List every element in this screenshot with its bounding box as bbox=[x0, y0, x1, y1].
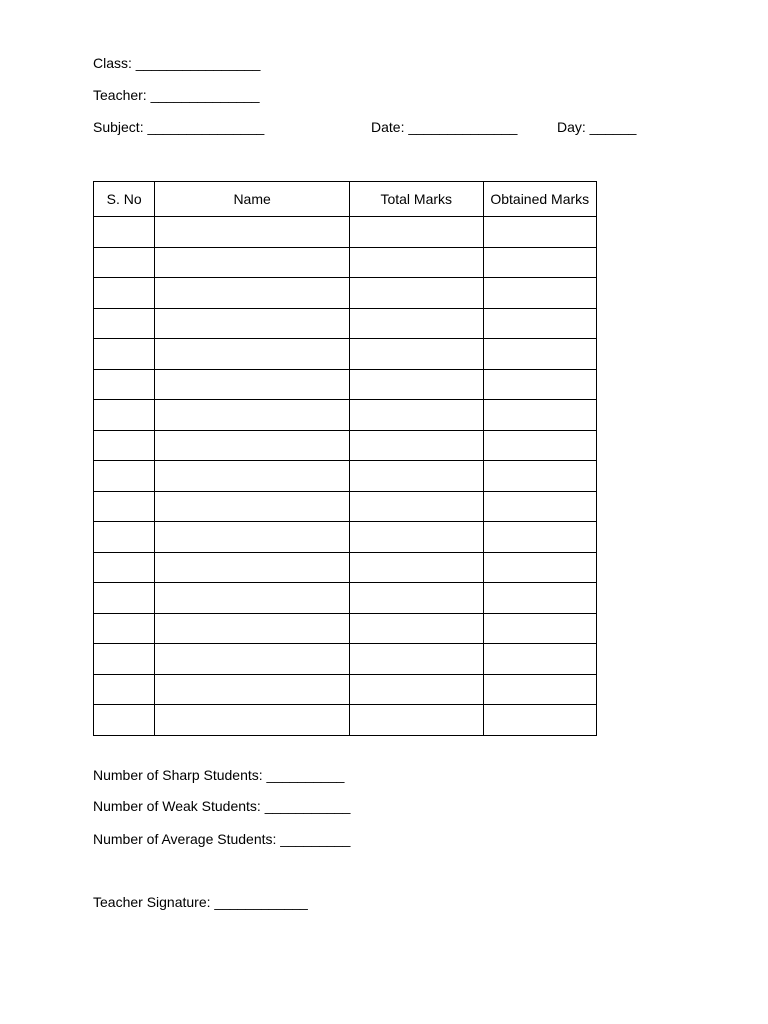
table-cell bbox=[350, 308, 484, 339]
table-cell bbox=[155, 461, 350, 492]
table-cell bbox=[483, 674, 596, 705]
teacher-signature-field: Teacher Signature: ____________ bbox=[93, 894, 308, 910]
table-cell bbox=[155, 308, 350, 339]
table-row bbox=[94, 552, 597, 583]
table-cell bbox=[350, 552, 484, 583]
teacher-field: Teacher: ______________ bbox=[93, 87, 260, 103]
table-cell bbox=[483, 491, 596, 522]
table-cell bbox=[483, 369, 596, 400]
table-cell bbox=[483, 430, 596, 461]
table-cell bbox=[94, 400, 155, 431]
table-cell bbox=[483, 583, 596, 614]
table-cell bbox=[483, 308, 596, 339]
table-cell bbox=[483, 400, 596, 431]
column-header-sno: S. No bbox=[94, 182, 155, 217]
table-cell bbox=[155, 339, 350, 370]
table-cell bbox=[350, 430, 484, 461]
table-cell bbox=[155, 400, 350, 431]
subject-field: Subject: _______________ bbox=[93, 119, 265, 135]
column-header-obtained-marks: Obtained Marks bbox=[483, 182, 596, 217]
table-cell bbox=[350, 369, 484, 400]
table-cell bbox=[155, 278, 350, 309]
table-cell bbox=[350, 613, 484, 644]
table-row bbox=[94, 400, 597, 431]
table-cell bbox=[94, 613, 155, 644]
table-row bbox=[94, 430, 597, 461]
table-cell bbox=[94, 644, 155, 675]
weak-students-field: Number of Weak Students: ___________ bbox=[93, 798, 351, 814]
table-row bbox=[94, 339, 597, 370]
table-cell bbox=[155, 674, 350, 705]
table-cell bbox=[483, 644, 596, 675]
date-field: Date: ______________ bbox=[371, 119, 518, 135]
sharp-students-field: Number of Sharp Students: __________ bbox=[93, 767, 345, 783]
table-cell bbox=[483, 705, 596, 736]
table-cell bbox=[483, 552, 596, 583]
table-cell bbox=[483, 461, 596, 492]
table-cell bbox=[350, 674, 484, 705]
table-cell bbox=[350, 583, 484, 614]
class-field: Class: ________________ bbox=[93, 55, 261, 71]
table-cell bbox=[94, 491, 155, 522]
table-row bbox=[94, 705, 597, 736]
table-cell bbox=[350, 491, 484, 522]
table-cell bbox=[155, 613, 350, 644]
table-cell bbox=[350, 217, 484, 248]
table-cell bbox=[94, 339, 155, 370]
table-cell bbox=[350, 339, 484, 370]
table-cell bbox=[155, 217, 350, 248]
table-row bbox=[94, 308, 597, 339]
column-header-name: Name bbox=[155, 182, 350, 217]
table-row bbox=[94, 217, 597, 248]
table-cell bbox=[155, 583, 350, 614]
marks-table-body bbox=[94, 217, 597, 736]
table-row bbox=[94, 491, 597, 522]
table-cell bbox=[155, 644, 350, 675]
table-row bbox=[94, 674, 597, 705]
table-cell bbox=[155, 369, 350, 400]
table-row bbox=[94, 461, 597, 492]
table-cell bbox=[94, 369, 155, 400]
table-row bbox=[94, 522, 597, 553]
table-row bbox=[94, 613, 597, 644]
table-cell bbox=[94, 247, 155, 278]
table-cell bbox=[483, 522, 596, 553]
table-cell bbox=[155, 552, 350, 583]
table-cell bbox=[94, 278, 155, 309]
average-students-field: Number of Average Students: _________ bbox=[93, 831, 351, 847]
table-cell bbox=[94, 217, 155, 248]
table-cell bbox=[94, 522, 155, 553]
day-field: Day: ______ bbox=[557, 119, 637, 135]
table-cell bbox=[483, 217, 596, 248]
table-cell bbox=[94, 461, 155, 492]
table-cell bbox=[483, 278, 596, 309]
table-row bbox=[94, 278, 597, 309]
table-cell bbox=[350, 644, 484, 675]
table-cell bbox=[350, 705, 484, 736]
table-cell bbox=[94, 583, 155, 614]
table-cell bbox=[350, 278, 484, 309]
table-cell bbox=[350, 461, 484, 492]
table-row bbox=[94, 247, 597, 278]
table-row bbox=[94, 644, 597, 675]
table-cell bbox=[94, 705, 155, 736]
table-cell bbox=[94, 552, 155, 583]
table-cell bbox=[94, 308, 155, 339]
table-cell bbox=[155, 491, 350, 522]
table-cell bbox=[483, 613, 596, 644]
table-row bbox=[94, 369, 597, 400]
marks-table bbox=[93, 181, 597, 736]
table-cell bbox=[350, 247, 484, 278]
table-cell bbox=[94, 674, 155, 705]
table-header-row bbox=[94, 182, 597, 217]
table-cell bbox=[94, 430, 155, 461]
table-cell bbox=[155, 705, 350, 736]
table-cell bbox=[155, 522, 350, 553]
table-cell bbox=[155, 247, 350, 278]
column-header-total-marks: Total Marks bbox=[350, 182, 484, 217]
table-cell bbox=[483, 247, 596, 278]
table-row bbox=[94, 583, 597, 614]
table-cell bbox=[350, 400, 484, 431]
table-cell bbox=[483, 339, 596, 370]
table-cell bbox=[155, 430, 350, 461]
table-cell bbox=[350, 522, 484, 553]
